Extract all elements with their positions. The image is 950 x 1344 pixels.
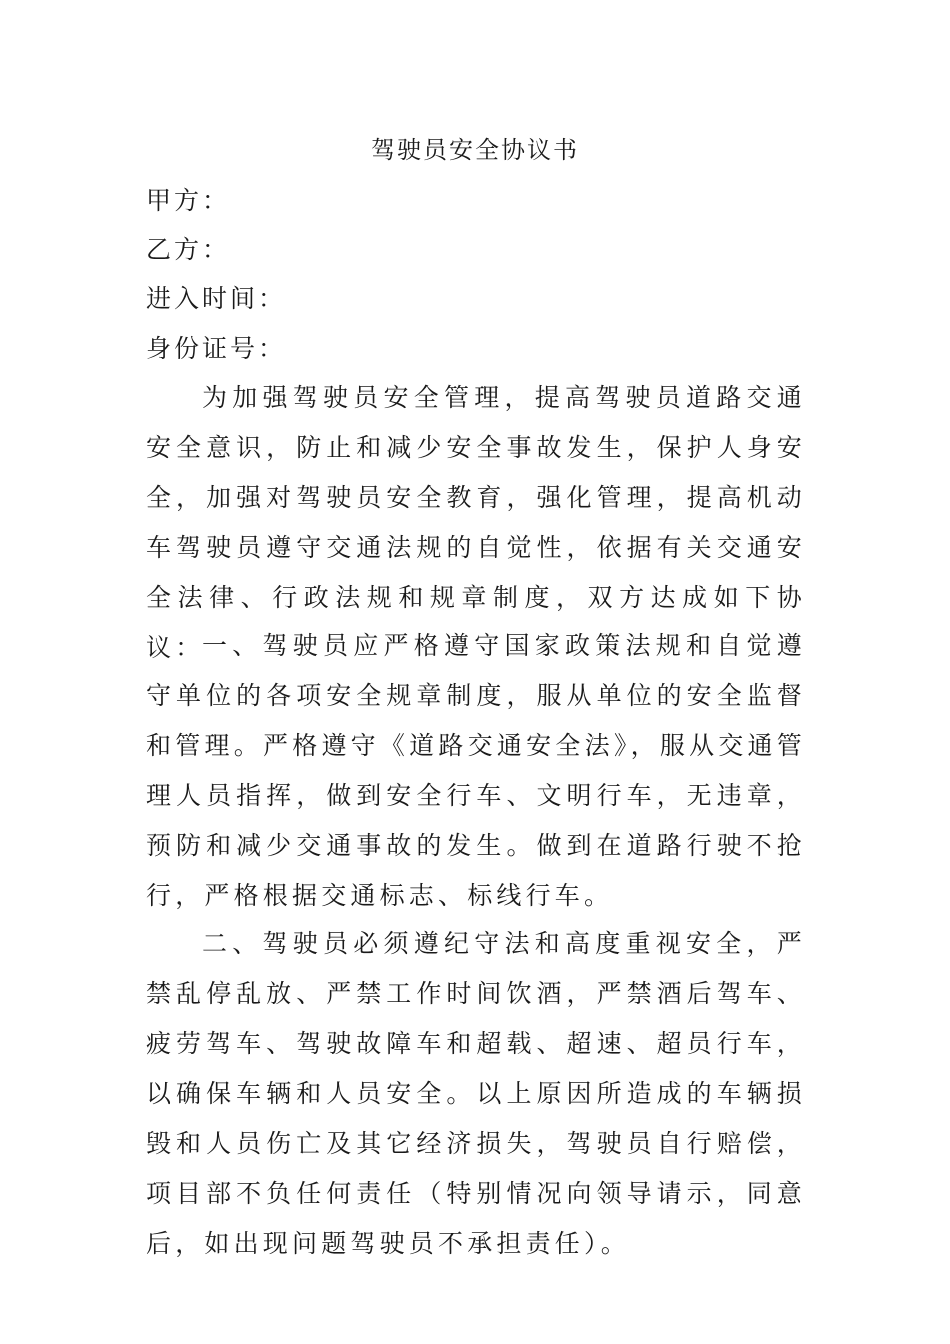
intro-paragraph: 为加强驾驶员安全管理，提高驾驶员道路交通安全意识，防止和减少安全事故发生，保护人身安全，加强对驾驶员安全教育，强化管理，提高机动车驾驶员遵守交通法规的自觉性，依据有关交通安全法律、行政法规和规章制度，双方达成如下协议： [146, 383, 806, 662]
party-a-field: 甲方： [146, 186, 231, 215]
id-number-field: 身份证号： [146, 334, 287, 363]
party-b-field: 乙方： [146, 235, 231, 264]
clause-1-paragraph: 一、驾驶员应严格遵守国家政策法规和自觉遵守单位的各项安全规章制度，服从单位的安全监督和管理。严格遵守《道路交通安全法》，服从交通管理人员指挥，做到安全行车、文明行车，无违章，预防和减少交通事故的发生。做到在道路行驶不抢行，严格根据交通标志、标线行车。 [146, 631, 806, 910]
document-title: 驾驶员安全协议书 [371, 136, 579, 164]
entry-time-field: 进入时间： [146, 284, 287, 313]
clause-2-paragraph: 二、驾驶员必须遵纪守法和高度重视安全，严禁乱停乱放、严禁工作时间饮酒，严禁酒后驾车、疲劳驾车、驾驶故障车和超载、超速、超员行车，以确保车辆和人员安全。以上原因所造成的车辆损毁和人员伤亡及其它经济损失，驾驶员自行赔偿，项目部不负任何责任（特别情况向领导请示，同意后，如出现问题驾驶员不承担责任）。 [146, 929, 806, 1258]
